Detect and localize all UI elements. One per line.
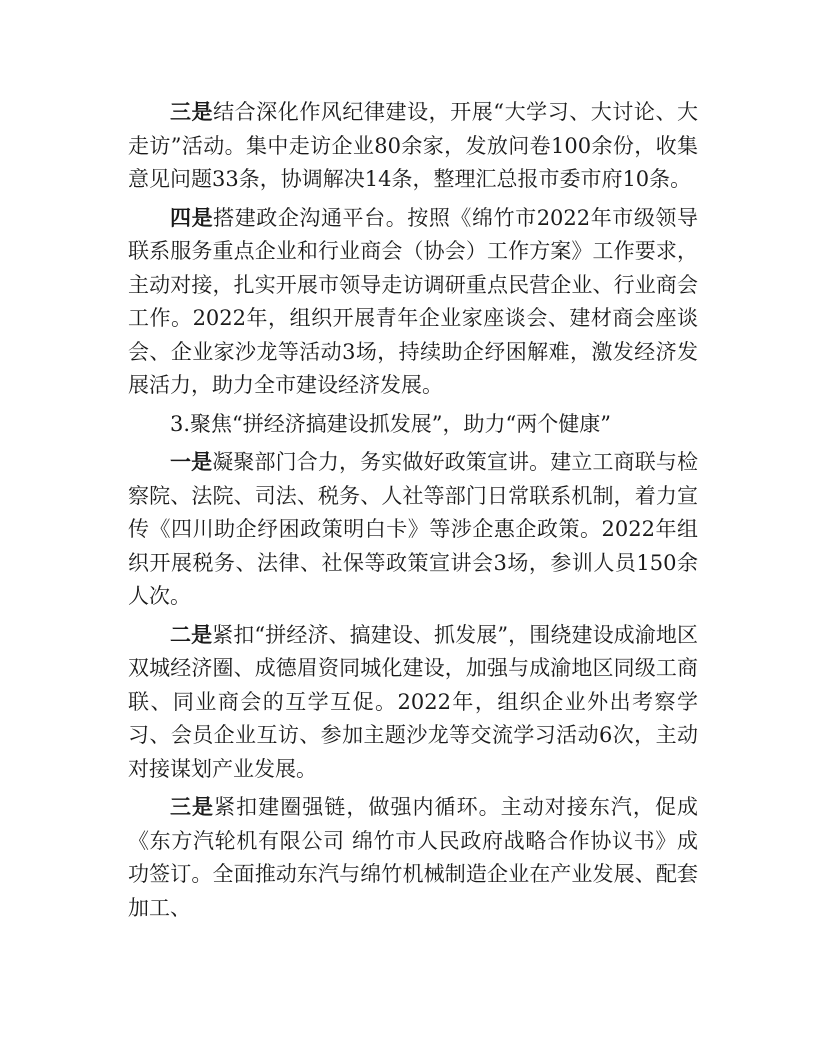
paragraph-text: 3.聚焦“拼经济搞建设抓发展”，助力“两个健康” — [170, 411, 611, 436]
document-page — [128, 96, 698, 930]
paragraph-communication-platform — [128, 202, 698, 403]
paragraph-policy-briefing — [128, 446, 698, 614]
paragraph-text: 紧扣“拼经济、搞建设、抓发展”，围绕建设成渝地区双城经济圈、成德眉资同城化建设，加强与成渝地区同级工商联、同业商会的互学互促。2022年，组织企业外出考察学习、会员企业互访、参加主题沙龙等交流学习活动6次，主动对接谋划产业发展。 — [128, 622, 698, 781]
paragraph-lead: 四是 — [170, 205, 214, 230]
paragraph-text: 结合深化作风纪律建设，开展“大学习、大讨论、大走访”活动。集中走访企业80余家，发放问卷100余份，收集意见问题33条，协调解决14条，整理汇总报市委市府10条。 — [128, 100, 699, 191]
paragraph-lead: 三是 — [170, 795, 215, 819]
paragraph-regional-cooperation — [128, 619, 698, 787]
paragraph-text: 紧扣建圈强链，做强内循环。主动对接东汽，促成《东方汽轮机有限公司 绵竹市人民政府战略合作协议书》成功签订。全面推动东汽与绵竹机械制造企业在产业发展、配套加工、 — [128, 795, 699, 920]
paragraph-lead: 三是 — [170, 100, 214, 124]
section-heading — [128, 408, 698, 442]
paragraph-lead: 二是 — [170, 622, 213, 647]
paragraph-industry-chain — [128, 791, 698, 925]
paragraph-text: 凝聚部门合力，务实做好政策宣讲。建立工商联与检察院、法院、司法、税务、人社等部门日常联系机制，着力宣传《四川助企纾困政策明白卡》等涉企惠企政策。2022年组织开展税务、法律、社保等政策宣讲会3场，参训人员150余人次。 — [128, 450, 698, 608]
paragraph-text: 搭建政企沟通平台。按照《绵竹市2022年市级领导联系服务重点企业和行业商会（协会）工作方案》工作要求，主动对接，扎实开展市领导走访调研重点民营企业、行业商会工作。2022年，组织开展青年企业家座谈会、建材商会座谈会、企业家沙龙等活动3场，持续助企纾困解难，激发经济发展活力，助力全市建设经济发展。 — [128, 205, 698, 397]
paragraph-lead: 一是 — [170, 450, 213, 474]
paragraph-visit-campaign — [128, 96, 698, 197]
